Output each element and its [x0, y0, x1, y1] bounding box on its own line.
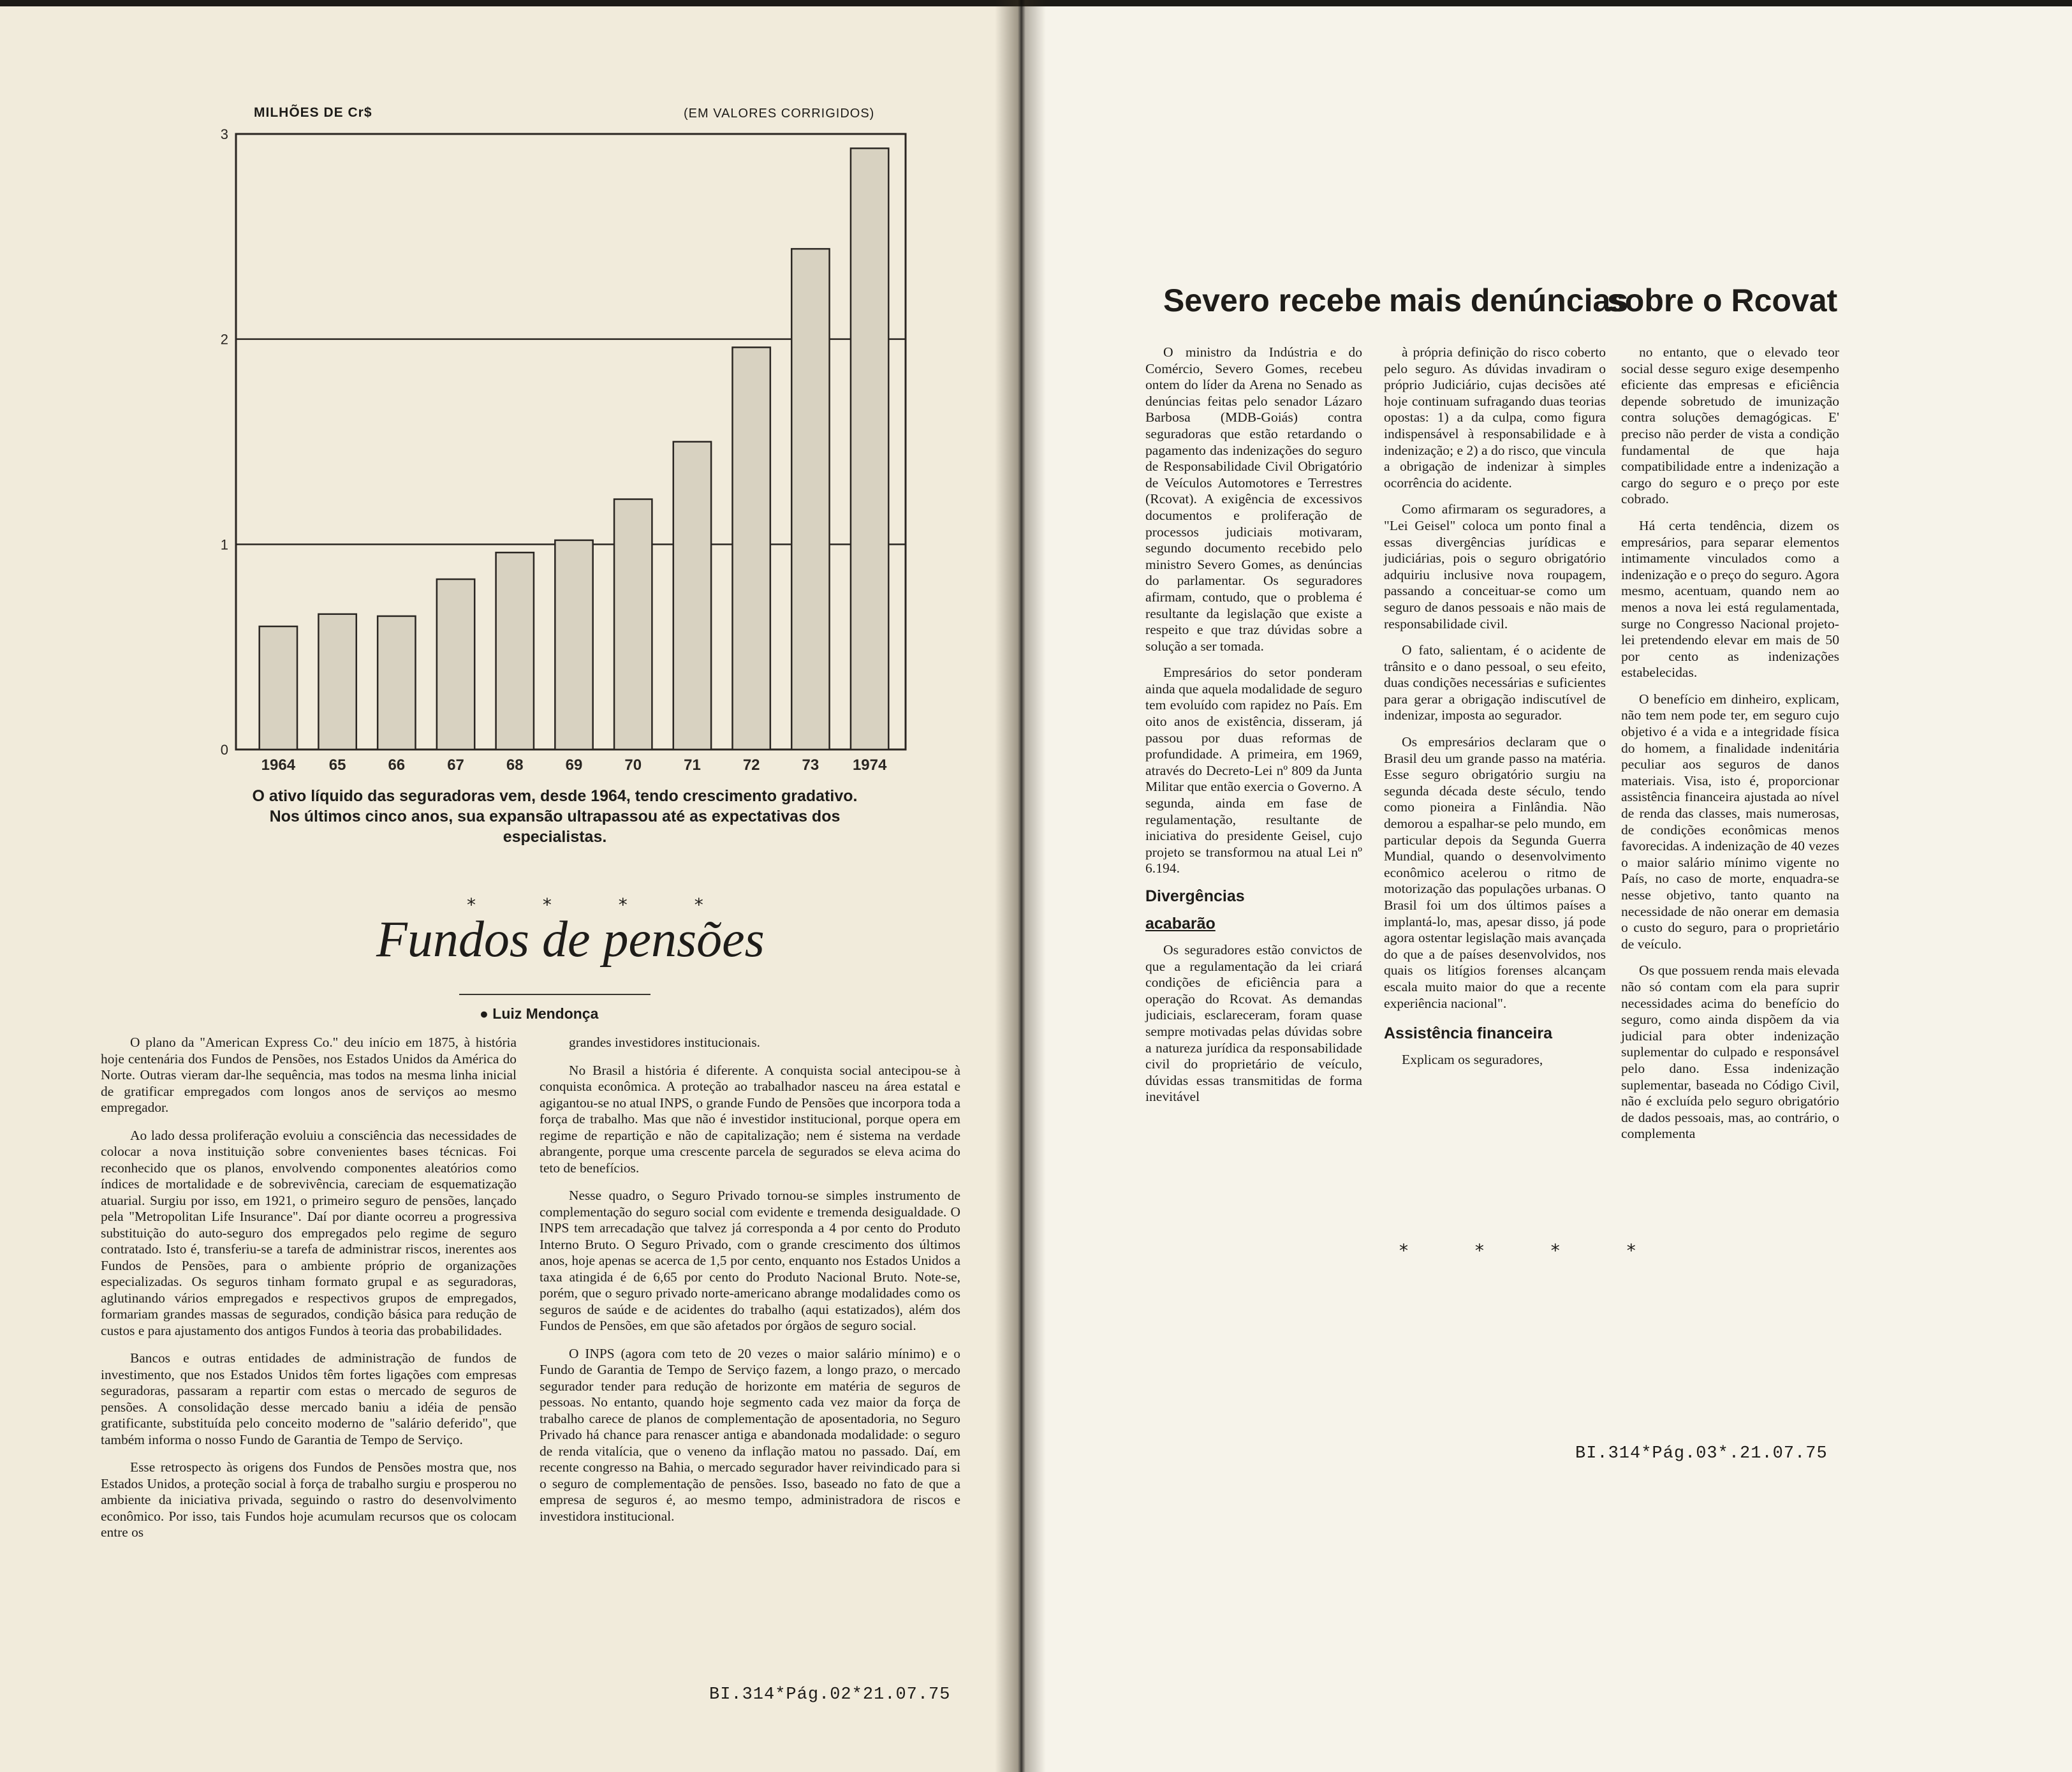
chart-ylabel: MILHÕES DE Cr$: [254, 105, 372, 120]
page-stamp: BI.314*Pág.02*21.07.75: [709, 1685, 951, 1704]
bar: [318, 614, 356, 749]
headline-part-2: mais denúncias: [1389, 283, 1629, 318]
article-column-2: [540, 1035, 960, 1536]
article-byline: ● Luiz Mendonça: [480, 1005, 599, 1022]
bar: [555, 540, 592, 749]
y-tick-label: 0: [220, 742, 228, 758]
paragraph: O INPS (agora com teto de 20 vezes o maior salário mínimo) e o Fundo de Garantia de Tempo de Serviço fazem, a longo prazo, o mercado segurador tender para redução de horizonte em matéria de seguros de pessoas. No entanto, quando hoje segmento cada vez maior da força de trabalho carece de planos de complementação de aposentadoria, no Seguro Privado há chance para renascer antiga e abandonada modalidade: o seguro de renda vitalícia, que o veneno da inflação matou no passado. Daí, em recente congresso na Bahia, o mercado segurador haver reivindicado para si o seguro de complementação de pensões. Isso, baseado no fato de que a empresa de seguros é, ao mesmo tempo, administradora de riscos e investidora institucional.: [540, 1345, 960, 1524]
x-tick-label: 70: [624, 757, 642, 774]
bar-chart: [210, 121, 925, 785]
chart-note: (EM VALORES CORRIGIDOS): [684, 107, 875, 121]
x-tick-label: 68: [506, 757, 524, 774]
headline-part-3: sobre o Rcovat: [1607, 283, 1838, 318]
left-page: [0, 6, 1028, 1772]
article-headline: Fundos de pensões: [376, 912, 765, 968]
paragraph: Empresários do setor ponderam ainda que aquela modalidade de seguro tem evoluído com rapidez no País. Em oito anos de existência, disseram, já passou por duas reformas de profundidade. A primeira, em 1969, através do Decreto-Lei nº 809 da Junta Militar que então exercia o Governo. A segunda, ainda em fase de regulamentação, resultante de iniciativa do presidente Geisel, cujo projeto se transformou na atual Lei nº 6.194.: [1145, 665, 1362, 876]
news-column-3: [1621, 344, 1839, 1153]
chart-x-ticks: [261, 757, 887, 774]
paragraph: Os empresários declaram que o Brasil deu um grande passo na matéria. Esse seguro obrigatório surgiu na segunda década deste século, tendo como pioneira a Finlândia. Não demorou a espalhar-se pelo mundo, em particular depois da Segunda Guerra Mundial, quando o desenvolvimento econômico acelerou o ritmo de motorização das populações urbanas. O Brasil foi um dos últimos países a implantá-lo, mas, apesar disso, já pode agora ostentar legislação mais avançada do que a de países desenvolvidos, nos quais os litígios forenses alcançam escala muito maior do que a recente experiência nacional".: [1384, 734, 1606, 1011]
bar: [437, 579, 474, 749]
paragraph: Bancos e outras entidades de administração de fundos de investimento, que nos Estados Unidos têm fortes ligações com empresas seguradoras, passaram a repartir com estas o mercado de seguros de pensões. A consolidação desse mercado baniu a idéia de pensão gratificante, substituída pelo conceito moderno de "salário deferido", que também informa o nosso Fundo de Garantia de Tempo de Serviço.: [101, 1350, 517, 1447]
page-stamp: BI.314*Pág.03*.21.07.75: [1575, 1444, 1828, 1463]
news-column-2-body: [1384, 344, 1606, 1012]
paragraph: à própria definição do risco coberto pelo seguro. As dúvidas invadiram o próprio Judiciário, cujas decisões até hoje continuam sufragando duas teorias opostas: 1) a da culpa, como figura indispensável à responsabilidade e à indenização; e 2) a do risco, que vincula a obrigação de indenizar à simples ocorrência do acidente.: [1384, 344, 1606, 491]
subhead-divergencias: Divergências: [1145, 887, 1245, 905]
subhead-assistencia: Assistência financeira: [1384, 1024, 1553, 1043]
chart-y-ticks: [221, 126, 228, 758]
x-tick-label: 69: [565, 757, 583, 774]
x-tick-label: 72: [742, 757, 760, 774]
x-tick-label: 71: [684, 757, 701, 774]
chart-bars: [260, 149, 889, 749]
paragraph: Os seguradores estão convictos de que a regulamentação da lei criará condições de eficiência para a operação do Rcovat. As demandas judiciais, esclareceram, foram quase sempre motivadas pelas dúvidas sobre a natureza jurídica da responsabilidade civil do proprietário de veículo, dúvidas essas transmitidas de forma inevitável: [1145, 942, 1362, 1105]
x-tick-label: 65: [328, 757, 346, 774]
paragraph: grandes investidores institucionais.: [569, 1035, 761, 1050]
section-stars: * * * *: [467, 894, 734, 915]
news-column-1: [1145, 344, 1362, 1116]
bar: [791, 249, 829, 749]
bar: [673, 442, 711, 750]
paragraph: Há certa tendência, dizem os empresários, para separar elementos intimamente vinculados como a indenização e o preço do seguro. Agora mesmo, acentuam, quando nem ao menos a nova lei está regulamentada, surge no Congresso Nacional projeto-lei pretendendo elevar em mais de 50 por cento as indenizações estabelecidas.: [1621, 517, 1839, 681]
paragraph: O plano da "American Express Co." deu início em 1875, à história hoje centenária dos Fundos de Pensões, nos Estados Unidos da América do Norte. Outras vieram dar-lhe sequência, mas todos na mesma linha inicial de gratificar empregados com longos anos de serviços ao mesmo empregador.: [101, 1035, 517, 1115]
chart-caption: O ativo líquido das seguradoras vem, desde 1964, tendo crescimento gradativo. Nos últimos cinco anos, sua expansão ultrapassou até as expectativas dos especialistas.: [252, 787, 858, 846]
x-tick-label: 66: [388, 757, 406, 774]
news-column-1-continued: [1145, 942, 1362, 1105]
paragraph: no entanto, que o elevado teor social desse seguro exige desempenho eficiente das empresas e eficiência depende sobretudo de imunização contra soluções demagógicas. E' preciso não perder de vista a condição fundamental de que haja compatibilidade entre a indenização a cargo do seguro e o preço por este cobrado.: [1621, 344, 1839, 507]
paragraph: O ministro da Indústria e do Comércio, Severo Gomes, recebeu ontem do líder da Arena no Senado as denúncias feitas pelo senador Lázaro Barbosa (MDB-Goiás) contra seguradoras que estão retardando o pagamento das indenizações do seguro de Responsabilidade Civil Obrigatório de Veículos Automotores e Terrestres (Rcovat). A exigência de excessivos documentos e proliferação de processos judiciais motivaram, segundo documento recebido pelo ministro Severo Gomes, as denúncias do parlamentar. Os seguradores afirmam, contudo, que o problema é resultante da legislação que existe a respeito e que traz dúvidas sobre a solução a ser tomada.: [1145, 344, 1362, 654]
news-column-3-body: [1621, 344, 1839, 1142]
paragraph: Os que possuem renda mais elevada não só contam com ela para suprir necessidades acima do benefício do seguro, como ainda dispõem da via judicial para obter indenização suplementar do culpado e responsável pelo dano. Essa indenização suplementar, baseada no Código Civil, não é excluída pelo seguro obrigatório de dados pessoais, mas, ao contrário, o complementa: [1621, 963, 1839, 1142]
headline-part-1: Severo recebe: [1163, 283, 1381, 318]
y-tick-label: 2: [220, 331, 228, 348]
bar: [378, 616, 415, 749]
article-column-1: [101, 1035, 517, 1553]
x-tick-label: 67: [447, 757, 464, 774]
bar: [851, 149, 888, 749]
bar: [733, 348, 770, 749]
paragraph: O benefício em dinheiro, explicam, não tem nem pode ter, em seguro cujo objetivo é a vida e a integridade física do homem, a finalidade indenitária peculiar aos seguros de danos materiais. Visa, isto é, proporcionar assistência financeira ajustada ao nível de renda das classes, mais numerosas, de condições econômicas menos favorecidas. A indenização de 40 vezes o maior salário mínimo vigente no País, no caso de morte, enquadra-se nesse objetivo, tanto quanto na necessidade de não onerar em demasia o custo do seguro, para o proprietário de veículo.: [1621, 691, 1839, 952]
news-column-1-body: [1145, 344, 1362, 877]
book-spine-shadow: [995, 0, 1046, 1772]
y-tick-label: 1: [220, 536, 228, 553]
paragraph: No Brasil a história é diferente. A conquista social antecipou-se à conquista econômica. A proteção ao trabalhador nasceu na área estatal e agigantou-se no atual INPS, o grande Fundo de Pensões que incorpora toda a força de trabalho. Mas que não é investidor institucional, porque opera em regime de repartição e não de capitalização; nem é sistema na verdade abrangente, porque uma crescente parcela de segurados se eleva acima do teto de benefícios.: [540, 1062, 960, 1176]
news-column-2: [1384, 344, 1606, 1079]
bottom-stars: * * * *: [1399, 1240, 1666, 1261]
paragraph: O fato, salientam, é o acidente de trânsito e o dano pessoal, o seu efeito, duas condições necessárias e suficientes para gerar a obrigação indiscutível de indenizar, imposta ao segurador.: [1384, 642, 1606, 723]
bar: [496, 552, 534, 749]
paragraph: Explicam os seguradores,: [1402, 1052, 1543, 1068]
paragraph: Esse retrospecto às origens dos Fundos de Pensões mostra que, nos Estados Unidos, a proteção social à força de trabalho surgiu e prosperou no ambiente da iniciativa privada, seguindo o rastro do desenvolvimento econômico. Por isso, tais Fundos hoje acumulam recursos que os colocam entre os: [101, 1459, 517, 1540]
x-tick-label: 1964: [261, 757, 296, 774]
bar: [614, 499, 652, 749]
paragraph: Como afirmaram os seguradores, a "Lei Geisel" coloca um ponto final a essas divergências jurídicas e judiciárias, pois o seguro obrigatório adquiriu inclusive nova roupagem, passando a conceituar-se como um seguro de danos pessoais e não mais de responsabilidade civil.: [1384, 501, 1606, 631]
x-tick-label: 73: [802, 757, 819, 774]
x-tick-label: 1974: [852, 757, 887, 774]
paragraph: Nesse quadro, o Seguro Privado tornou-se simples instrumento de complementação do seguro social com evidente e tremenda desigualdade. O INPS tem arrecadação que talvez já corresponda a 4 por cento do Produto Interno Bruto. O Seguro Privado, com o grande crescimento dos últimos anos, hoje apenas se acerca de 1,5 por cento, enquanto nos Estados Unidos a taxa atingida é de 6,65 por cento do Produto Nacional Bruto. Note-se, porém, que o seguro privado norte-americano abrange modalidades como os seguros de saúde e de acidentes do trabalho (aqui estatizados), além dos Fundos de Pensões, em que são afetados por órgãos de seguro social.: [540, 1188, 960, 1333]
y-tick-label: 3: [220, 126, 228, 142]
bar: [260, 626, 297, 749]
news-column-2-continued: [1384, 1052, 1606, 1068]
right-page: [1019, 6, 2072, 1772]
subhead-acabarao: acabarão: [1145, 915, 1216, 933]
paragraph: Ao lado dessa proliferação evoluiu a consciência das necessidades de colocar a nova instituição sobre convenientes bases técnicas. Foi reconhecido que os planos, envolvendo componentes aleatórios como índices de mortalidade e de sobrevivência, careciam de esquematização atuarial. Surgiu por isso, em 1921, o primeiro seguro de pensões, lançado pela "Metropolitan Life Insurance". Daí por diante ocorreu a progressiva substituição do auto-seguro dos empregados pelo regime de seguro contratado. Isto é, transferiu-se a tarefa de administrar riscos, inerentes aos Fundos de Pensões, para o ambiente próprio de organizações especializadas. Os seguros tinham formato grupal e as seguradoras, aglutinando vários empregados e respectivos grupos de empregados, formariam grandes massas de segurados, condição básica para redução de custos e para ajustamento dos antigos Fundos à teoria das probabilidades.: [101, 1127, 517, 1338]
headline-rule: [459, 994, 650, 995]
